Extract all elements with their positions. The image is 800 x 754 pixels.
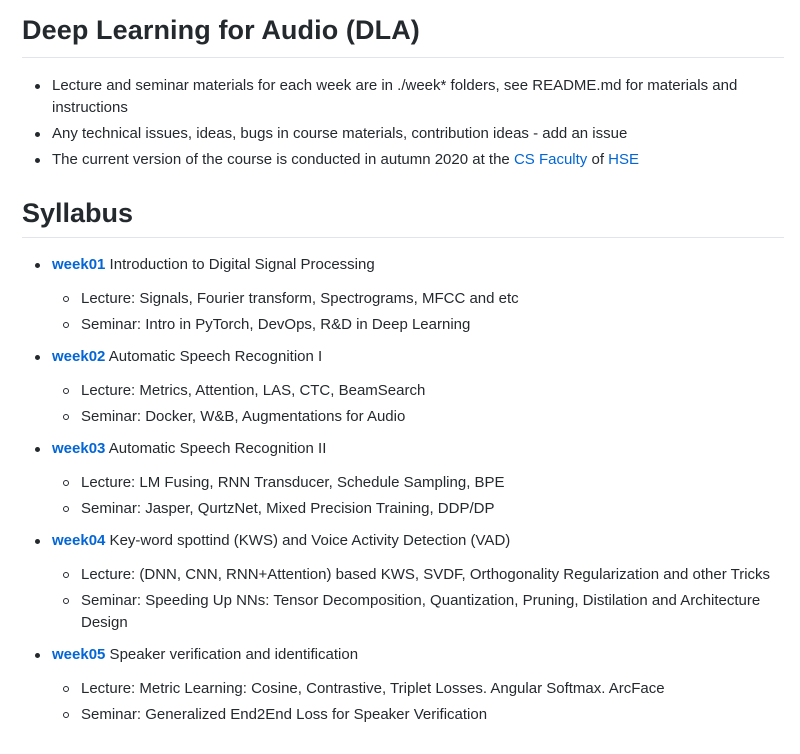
readme-content: [22, 0, 784, 736]
lecture-item: Lecture: Signals, Fourier transform, Spectrograms, MFCC and etc: [52, 288, 781, 310]
week-title-text: Automatic Speech Recognition II: [105, 440, 327, 457]
week-title: [52, 644, 784, 666]
lecture-item: Lecture: Metrics, Attention, LAS, CTC, BeamSearch: [52, 380, 781, 402]
week02-link[interactable]: week02: [52, 348, 106, 365]
lecture-item: Lecture: LM Fusing, RNN Transducer, Schedule Sampling, BPE: [52, 472, 781, 494]
cs-faculty-link[interactable]: CS Faculty: [513, 151, 588, 168]
seminar-item: Seminar: Jasper, QurtzNet, Mixed Precision Training, DDP/DP: [52, 498, 781, 520]
syllabus-heading: Syllabus: [22, 195, 784, 238]
syllabus-list: [22, 254, 784, 726]
week-details: [52, 288, 784, 336]
seminar-item: Seminar: Speeding Up NNs: Tensor Decomposition, Quantization, Pruning, Distilation and Architecture Design: [52, 590, 781, 634]
intro-item-course-version: [22, 149, 752, 171]
week-details: [52, 380, 784, 428]
week-title: [52, 438, 784, 460]
week-item: [22, 254, 784, 336]
week-title: [52, 254, 784, 276]
week-item: [22, 530, 784, 634]
page-title: Deep Learning for Audio (DLA): [22, 0, 784, 58]
week-details: [52, 564, 784, 634]
week-item: [22, 644, 784, 726]
week01-link[interactable]: week01: [52, 256, 106, 273]
intro-item-text: The current version of the course is conducted in autumn 2020 at the: [52, 151, 514, 168]
week-title-text: Automatic Speech Recognition I: [105, 348, 323, 365]
lecture-item: Lecture: (DNN, CNN, RNN+Attention) based KWS, SVDF, Orthogonality Regularization and other Tricks: [52, 564, 781, 586]
week-title: [52, 530, 784, 552]
week-details: [52, 472, 784, 520]
week-title-text: Introduction to Digital Signal Processing: [105, 256, 375, 273]
week-title-text: Speaker verification and identification: [105, 646, 359, 663]
hse-link[interactable]: HSE: [608, 151, 640, 168]
week-details: [52, 678, 784, 726]
intro-item-text: of: [587, 151, 609, 168]
week03-link[interactable]: week03: [52, 440, 106, 457]
intro-list: [22, 75, 784, 171]
seminar-item: Seminar: Generalized End2End Loss for Speaker Verification: [52, 704, 781, 726]
lecture-item: Lecture: Metric Learning: Cosine, Contrastive, Triplet Losses. Angular Softmax. ArcFace: [52, 678, 781, 700]
intro-item-materials: Lecture and seminar materials for each week are in ./week* folders, see README.md for materials and instructions: [22, 75, 752, 119]
intro-item-issues: Any technical issues, ideas, bugs in course materials, contribution ideas - add an issue: [22, 123, 752, 145]
week05-link[interactable]: week05: [52, 646, 106, 663]
week-title: [52, 346, 784, 368]
seminar-item: Seminar: Intro in PyTorch, DevOps, R&D in Deep Learning: [52, 314, 781, 336]
week-item: [22, 438, 784, 520]
week-item: [22, 346, 784, 428]
week-title-text: Key-word spottind (KWS) and Voice Activity Detection (VAD): [105, 532, 511, 549]
seminar-item: Seminar: Docker, W&B, Augmentations for Audio: [52, 406, 781, 428]
week04-link[interactable]: week04: [52, 532, 106, 549]
